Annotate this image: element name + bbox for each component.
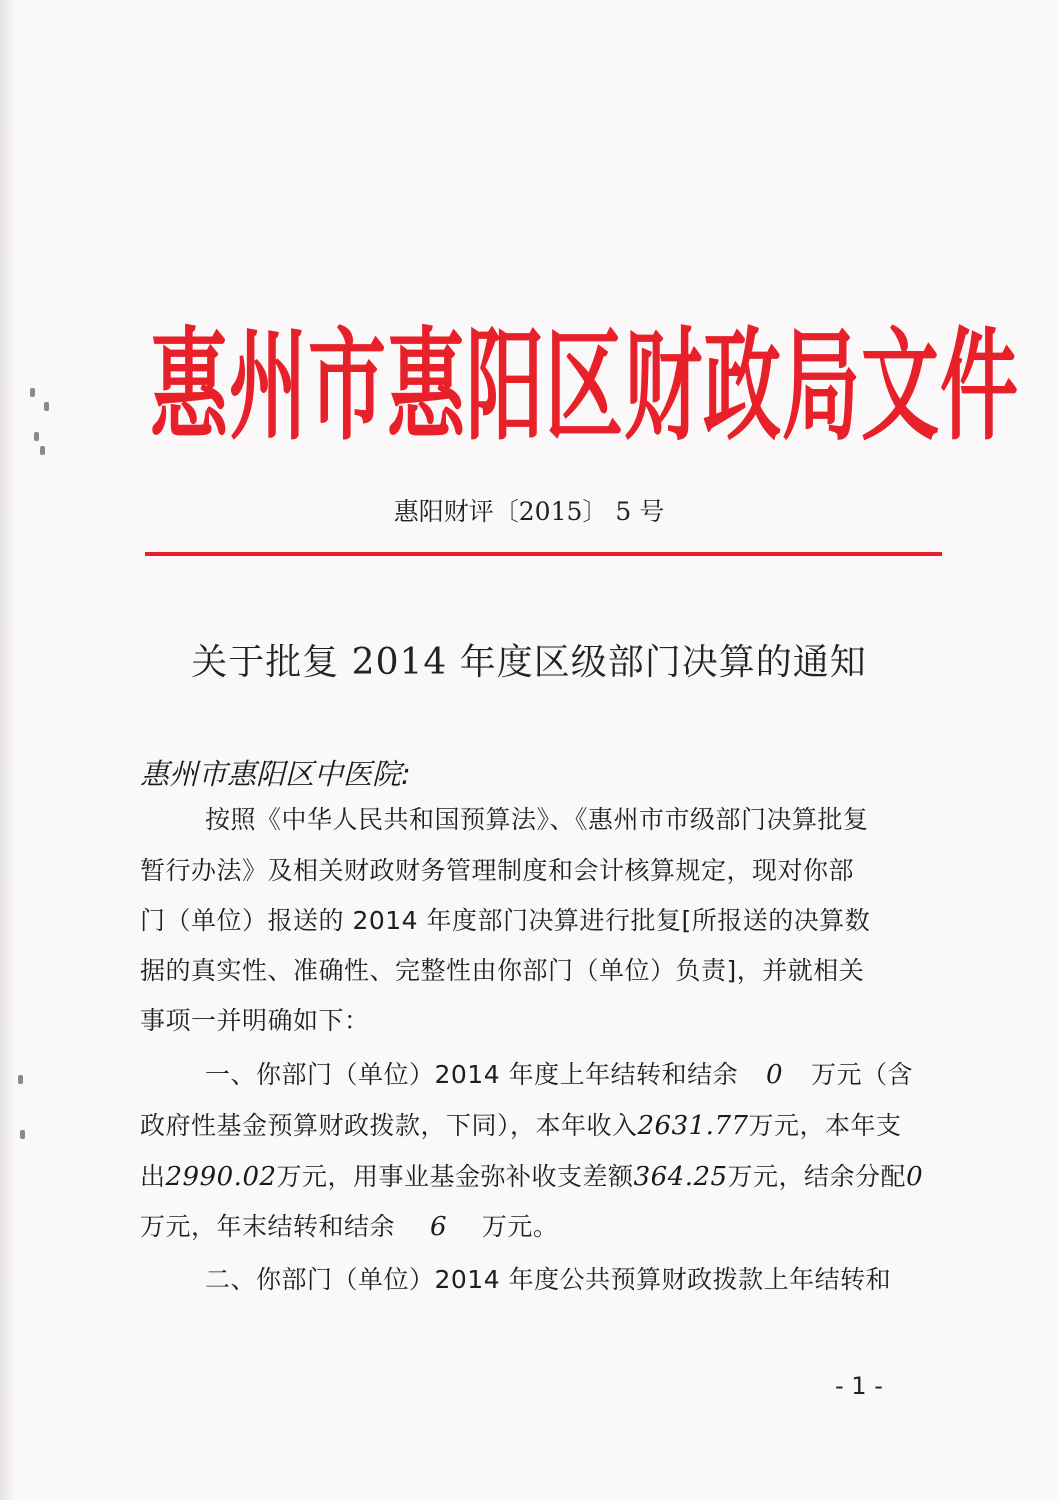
item2-line1: 二、你部门（单位）2014 年度公共预算财政拨款上年结转和 — [205, 1265, 892, 1294]
item1-line1 — [205, 1055, 1005, 1091]
item1-line3 — [140, 1157, 940, 1193]
item1-line4-suffix: 万元。 — [481, 1212, 559, 1241]
binding-mark — [18, 1075, 23, 1084]
item1-line3-mid2: 万元，结余分配 — [727, 1162, 907, 1191]
item1-line4 — [140, 1207, 940, 1243]
year-end-value: 6 — [429, 1212, 447, 1242]
distribution-value: 0 — [906, 1162, 924, 1192]
expenditure-value: 2990.02 — [165, 1162, 277, 1192]
red-separator-line — [145, 552, 942, 556]
binding-mark — [40, 446, 45, 455]
item1-line2-suffix: 万元，本年支 — [748, 1111, 902, 1140]
recipient-line — [140, 752, 411, 793]
bleed-through — [150, 180, 930, 210]
item1-line3-prefix: 出 — [140, 1162, 166, 1191]
document-number: 惠阳财评〔2015〕 5 号 — [393, 497, 665, 526]
binding-mark — [34, 432, 39, 441]
binding-mark — [30, 388, 35, 397]
intro-line: 暂行办法》及相关财政财务管理制度和会计核算规定，现对你部 — [140, 856, 855, 885]
intro-line: 事项一并明确如下： — [140, 1006, 370, 1035]
carryover-value: 0 — [766, 1060, 784, 1090]
fund-offset-value: 364.25 — [633, 1162, 728, 1192]
item1-line3-mid1: 万元，用事业基金弥补收支差额 — [276, 1162, 634, 1191]
item1-line1-suffix: 万元（含 — [810, 1060, 913, 1089]
page-number: - 1 - — [835, 1372, 883, 1400]
intro-line: 门（单位）报送的 2014 年度部门决算进行批复[所报送的决算数 — [140, 906, 871, 935]
binding-mark — [20, 1130, 25, 1139]
income-value: 2631.77 — [637, 1111, 749, 1141]
binding-mark — [44, 402, 49, 411]
item1-line2 — [140, 1106, 940, 1142]
item1-line2-prefix: 政府性基金预算财政拨款，下同），本年收入 — [140, 1111, 638, 1140]
intro-line: 据的真实性、准确性、完整性由你部门（单位）负责]，并就相关 — [140, 956, 865, 985]
page-edge — [0, 0, 12, 1500]
notice-title: 关于批复 2014 年度区级部门决算的通知 — [191, 642, 867, 683]
item1-line4-prefix: 万元，年末结转和结余 — [140, 1212, 396, 1241]
item1-line1-prefix: 一、你部门（单位）2014 年度上年结转和结余 — [205, 1060, 739, 1089]
recipient-name: 惠州市惠阳区中医院 — [140, 757, 402, 791]
intro-line: 按照《中华人民共和国预算法》、《惠州市市级部门决算批复 — [205, 805, 869, 834]
issuer-header-title: 惠州市惠阳区财政局文件 — [150, 317, 1020, 458]
recipient-colon: : — [401, 757, 411, 791]
